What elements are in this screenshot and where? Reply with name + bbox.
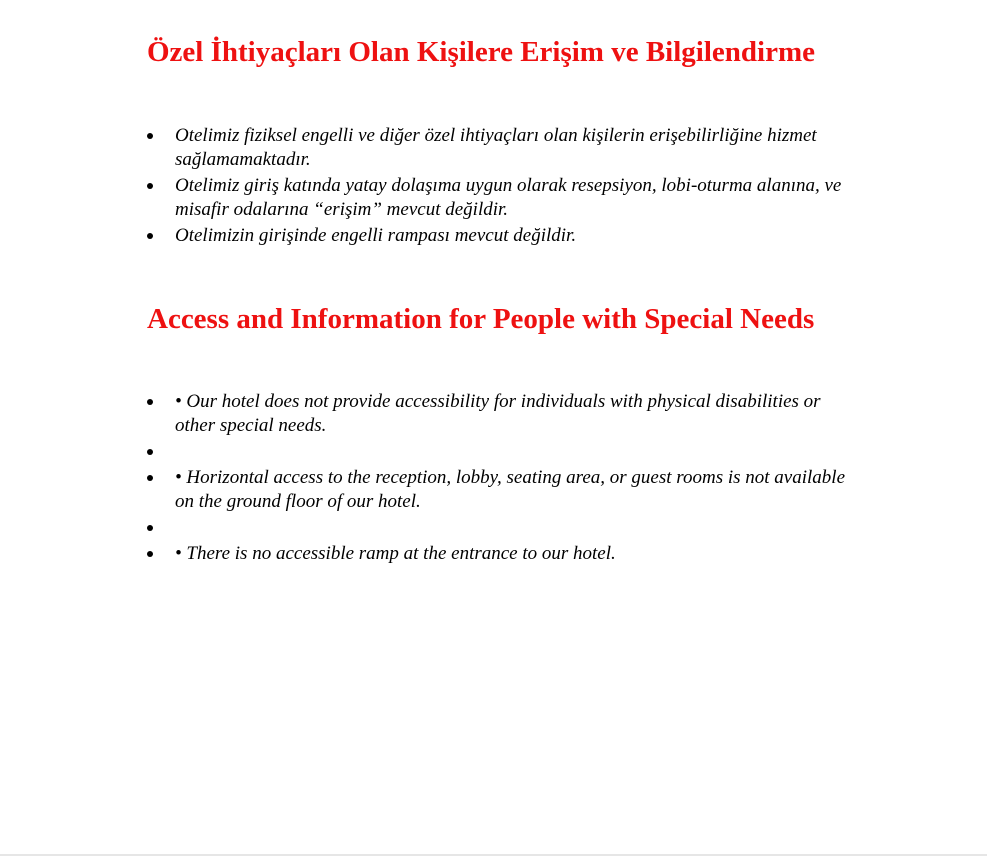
list-item xyxy=(147,224,862,248)
bullet-dot-icon xyxy=(147,475,153,481)
bullet-dot-icon xyxy=(147,525,153,531)
bullet-dot-icon xyxy=(147,133,153,139)
list-item xyxy=(147,124,862,172)
bullet-dot-icon xyxy=(147,399,153,405)
bullet-dot-icon xyxy=(147,183,153,189)
list-item-text: Otelimiz fiziksel engelli ve diğer özel ihtiyaçları olan kişilerin erişebilirliğine hizmet sağlamamaktadır. xyxy=(175,125,817,170)
list-item-text: • Our hotel does not provide accessibility for individuals with physical disabilities or other special needs. xyxy=(175,391,821,436)
english-heading: Access and Information for People with Special Needs xyxy=(147,303,815,335)
bullet-dot-icon xyxy=(147,233,153,239)
list-item xyxy=(147,174,862,222)
bullet-dot-icon xyxy=(147,449,153,455)
list-item xyxy=(147,516,862,540)
turkish-bullet-list xyxy=(147,124,862,250)
list-item xyxy=(147,390,862,438)
list-item xyxy=(147,440,862,464)
turkish-heading: Özel İhtiyaçları Olan Kişilere Erişim ve Bilgilendirme xyxy=(147,36,815,68)
list-item-text: • Horizontal access to the reception, lobby, seating area, or guest rooms is not available on the ground floor of our hotel. xyxy=(175,467,846,512)
bullet-dot-icon xyxy=(147,551,153,557)
english-bullet-list xyxy=(147,390,862,568)
list-item xyxy=(147,466,862,514)
list-item xyxy=(147,542,862,566)
list-item-text: Otelimizin girişinde engelli rampası mevcut değildir. xyxy=(175,225,577,246)
list-item-text: • There is no accessible ramp at the entrance to our hotel. xyxy=(175,543,616,564)
list-item-text: Otelimiz giriş katında yatay dolaşıma uygun olarak resepsiyon, lobi-oturma alanına, ve misafir odalarına “erişim” mevcut değildir. xyxy=(175,175,842,220)
